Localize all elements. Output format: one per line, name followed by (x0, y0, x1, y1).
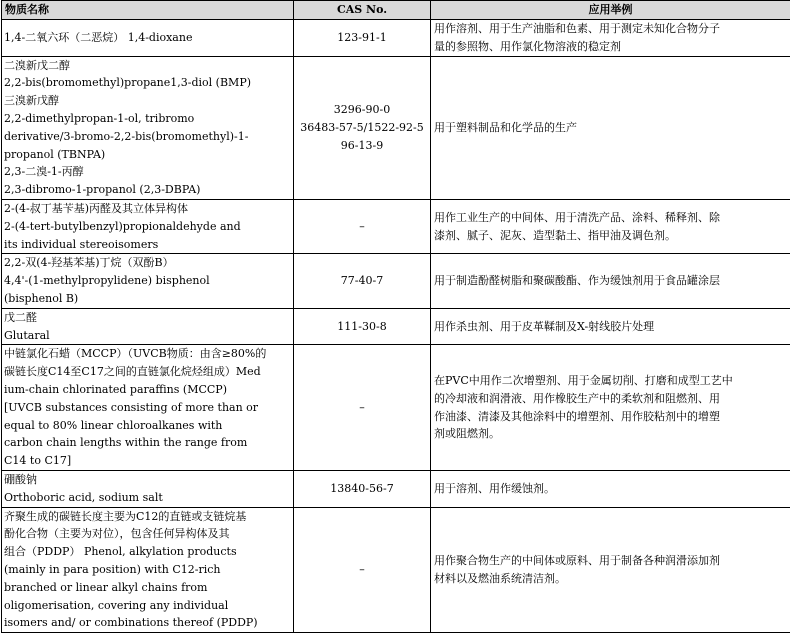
cell-text-line: ium-chain chlorinated paraffins (MCCP) (4, 381, 291, 399)
cell-text-line: 123-91-1 (296, 29, 428, 47)
header-cas-no: CAS No. (294, 1, 431, 20)
cell-text-line: 用作工业生产的中间体、用于清洗产品、涂料、稀释剂、除 (434, 209, 788, 227)
substance-name-cell (2, 56, 294, 199)
substance-name-cell (2, 308, 294, 345)
cell-text-line: equal to 80% linear chloroalkanes with (4, 417, 291, 435)
cell-text-line: 1,4-二氧六环（二恶烷） 1,4-dioxane (4, 29, 291, 47)
cell-text-line: 77-40-7 (296, 272, 428, 290)
cell-text-line: 3296-90-0 (296, 101, 428, 119)
table-row (2, 20, 790, 57)
cell-text-line: 4,4'-(1-methylpropylidene) bisphenol (4, 272, 291, 290)
cell-text-line: – (296, 561, 428, 579)
cell-text-line: 111-30-8 (296, 318, 428, 336)
cell-text-line: 用于制造酚醛树脂和聚碳酸酯、作为缓蚀剂用于食品罐涂层 (434, 272, 788, 290)
table-body (2, 20, 790, 633)
cas-number-cell (294, 308, 431, 345)
table-row (2, 199, 790, 253)
cell-text-line: 剂或阻燃剂。 (434, 425, 788, 443)
cell-text-line: 2,3-dibromo-1-propanol (2,3-DBPA) (4, 181, 291, 199)
cas-number-cell (294, 199, 431, 253)
cell-text-line: 材料以及燃油系统清洁剂。 (434, 570, 788, 588)
cell-text-line: 2,2-bis(bromomethyl)propane1,3-diol (BMP) (4, 74, 291, 92)
table-row (2, 56, 790, 199)
application-cell (431, 308, 790, 345)
cell-text-line: 酚化合物（主要为对位），包含任何异构体及其 (4, 525, 291, 543)
substance-name-cell (2, 254, 294, 308)
cell-text-line: – (296, 399, 428, 417)
application-cell (431, 507, 790, 633)
table-header-row (2, 1, 790, 20)
cell-text-line: 用作溶剂、用于生产油脂和色素、用于测定未知化合物分子 (434, 20, 788, 38)
cell-text-line: propanol (TBNPA) (4, 146, 291, 164)
header-substance-name: 物质名称 (2, 1, 294, 20)
table-row (2, 507, 790, 633)
table-row (2, 308, 790, 345)
cell-text-line: (bisphenol B) (4, 290, 291, 308)
cell-text-line: – (296, 218, 428, 236)
cell-text-line: 漆剂、腻子、泥灰、造型黏土、指甲油及调色剂。 (434, 227, 788, 245)
application-cell (431, 199, 790, 253)
cas-number-cell (294, 56, 431, 199)
application-cell (431, 254, 790, 308)
cell-text-line: 用作杀虫剂、用于皮革鞣制及X-射线胶片处理 (434, 318, 788, 336)
cell-text-line: Glutaral (4, 327, 291, 345)
cas-number-cell (294, 470, 431, 507)
cell-text-line: oligomerisation, covering any individual (4, 597, 291, 615)
cell-text-line: 96-13-9 (296, 137, 428, 155)
application-cell (431, 56, 790, 199)
cell-text-line: 中链氯化石蜡（MCCP）（UVCB物质：由含≥80%的 (4, 345, 291, 363)
cell-text-line: carbon chain lengths within the range from (4, 434, 291, 452)
cell-text-line: 的冷却液和润滑液、用作橡胶生产中的柔软剂和阻燃剂、用 (434, 390, 788, 408)
header-application: 应用举例 (431, 1, 790, 20)
cell-text-line: 2,3-二溴-1-丙醇 (4, 163, 291, 181)
cas-number-cell (294, 254, 431, 308)
cell-text-line: 量的参照物、用作氯化物溶液的稳定剂 (434, 38, 788, 56)
cell-text-line: 碳链长度C14至C17之间的直链氯化烷烃组成）Med (4, 363, 291, 381)
cell-text-line: isomers and/ or combinations thereof (PDDP) (4, 614, 291, 632)
cell-text-line: 齐聚生成的碳链长度主要为C12的直链或支链烷基 (4, 508, 291, 526)
cell-text-line: 硼酸钠 (4, 471, 291, 489)
cell-text-line: 2-(4-tert-butylbenzyl)propionaldehyde and (4, 218, 291, 236)
cell-text-line: 二溴新戊二醇 (4, 57, 291, 75)
table-row (2, 254, 790, 308)
cell-text-line: its individual stereoisomers (4, 236, 291, 254)
cell-text-line: 作油漆、清漆及其他涂料中的增塑剂、用作胶粘剂中的增塑 (434, 408, 788, 426)
substance-name-cell (2, 199, 294, 253)
cell-text-line: derivative/3-bromo-2,2-bis(bromomethyl)-1- (4, 128, 291, 146)
cell-text-line: [UVCB substances consisting of more than or (4, 399, 291, 417)
table-row (2, 470, 790, 507)
cell-text-line: C14 to C17] (4, 452, 291, 470)
substance-name-cell (2, 470, 294, 507)
application-cell (431, 20, 790, 57)
cell-text-line: 用于溶剂、用作缓蚀剂。 (434, 480, 788, 498)
substance-name-cell (2, 345, 294, 471)
cell-text-line: 2,2-双(4-羟基苯基)丁烷（双酚B） (4, 254, 291, 272)
cell-text-line: 戊二醛 (4, 309, 291, 327)
cell-text-line: 用作聚合物生产的中间体或原料、用于制备各种润滑添加剂 (434, 552, 788, 570)
cell-text-line: Orthoboric acid, sodium salt (4, 489, 291, 507)
cell-text-line: 13840-56-7 (296, 480, 428, 498)
cell-text-line: branched or linear alkyl chains from (4, 579, 291, 597)
application-cell (431, 345, 790, 471)
cell-text-line: 在PVC中用作二次增塑剂、用于金属切削、打磨和成型工艺中 (434, 372, 788, 390)
cell-text-line: 用于塑料制品和化学品的生产 (434, 119, 788, 137)
cas-number-cell (294, 20, 431, 57)
cell-text-line: 2,2-dimethylpropan-1-ol, tribromo (4, 110, 291, 128)
cell-text-line: (mainly in para position) with C12-rich (4, 561, 291, 579)
cas-number-cell (294, 345, 431, 471)
application-cell (431, 470, 790, 507)
cell-text-line: 三溴新戊醇 (4, 92, 291, 110)
substance-name-cell (2, 507, 294, 633)
table-row (2, 345, 790, 471)
cell-text-line: 组合（PDDP） Phenol, alkylation products (4, 543, 291, 561)
cell-text-line: 36483-57-5/1522-92-5 (296, 119, 428, 137)
substance-table (1, 0, 790, 633)
cas-number-cell (294, 507, 431, 633)
substance-name-cell (2, 20, 294, 57)
cell-text-line: 2-(4-叔丁基苄基)丙醛及其立体异构体 (4, 200, 291, 218)
